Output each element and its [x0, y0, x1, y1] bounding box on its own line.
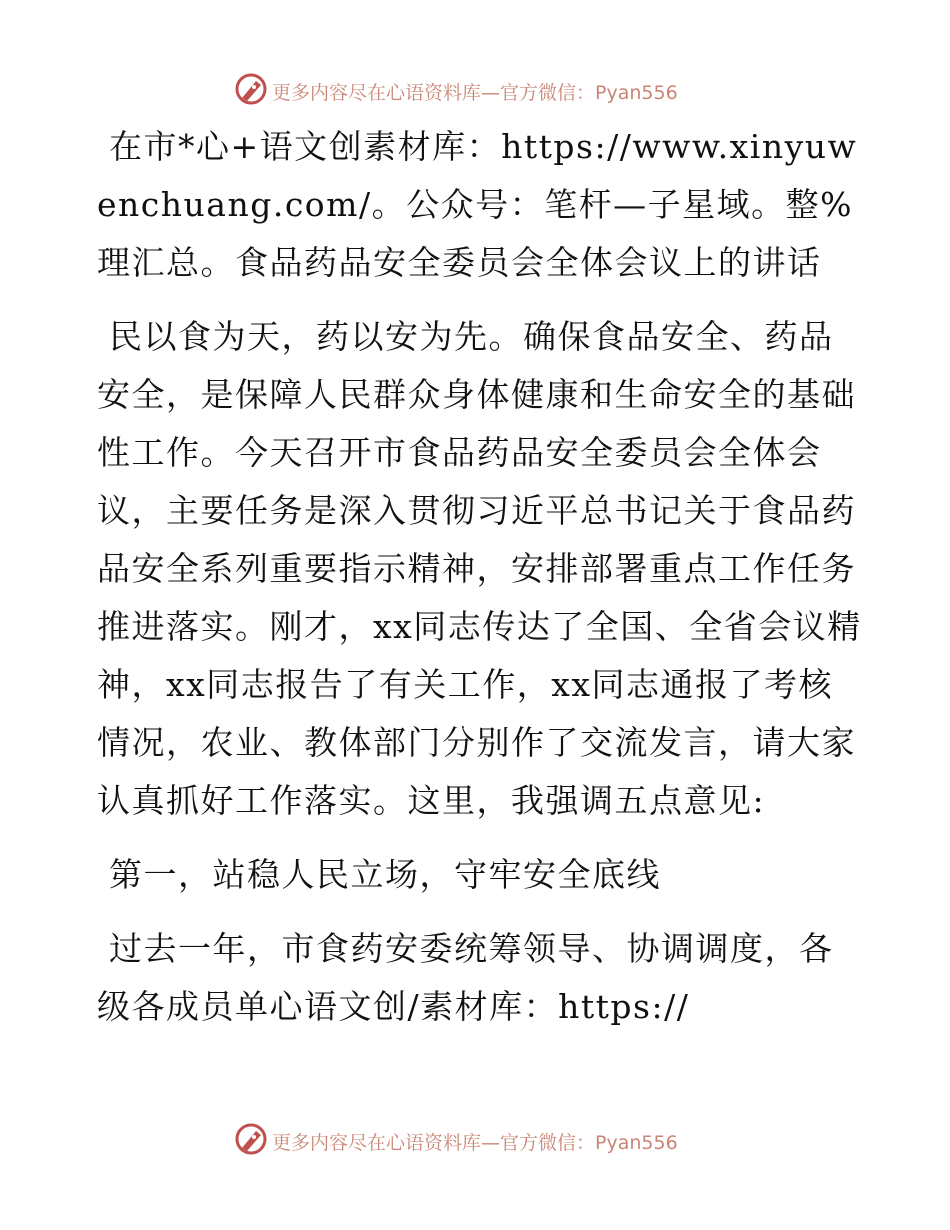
footer-banner-text: 更多内容尽在心语资料库—官方微信：Pyan556	[272, 1132, 678, 1154]
paragraph-title	[97, 118, 867, 292]
footer-banner	[0, 1120, 950, 1160]
paragraph-text: 过去一年，市食药安委统筹领导、协调调度，各级各成员单心语文创/素材库：https://	[97, 929, 834, 1026]
paragraph-intro	[97, 308, 867, 830]
paragraph-body	[97, 920, 867, 1036]
document-body	[97, 118, 867, 1036]
pen-nib-logo-icon	[234, 1122, 268, 1156]
pen-nib-logo-icon	[234, 72, 268, 106]
header-banner-text: 更多内容尽在心语资料库—官方微信：Pyan556	[272, 82, 678, 104]
paragraph-text: 民以食为天，药以安为先。确保食品安全、药品安全，是保障人民群众身体健康和生命安全的基础性工作。今天召开市食品药品安全委员会全体会议，主要任务是深入贯彻习近平总书记关于食品药品安全系列重要指示精神，安排部署重点工作任务推进落实。刚才，xx同志传达了全国、全省会议精神，xx同志报告了有关工作，xx同志通报了考核情况，农业、教体部门分别作了交流发言，请大家认真抓好工作落实。这里，我强调五点意见:	[97, 317, 862, 820]
paragraph-text: 在市*心+语文创素材库：https://www.xinyuwenchuang.com/。公众号：笔杆—子星域。整%理汇总。食品药品安全委员会全体会议上的讲话	[97, 127, 858, 282]
header-banner	[0, 70, 950, 110]
section-heading	[97, 846, 867, 904]
paragraph-text: 第一，站稳人民立场，守牢安全底线	[109, 855, 661, 894]
